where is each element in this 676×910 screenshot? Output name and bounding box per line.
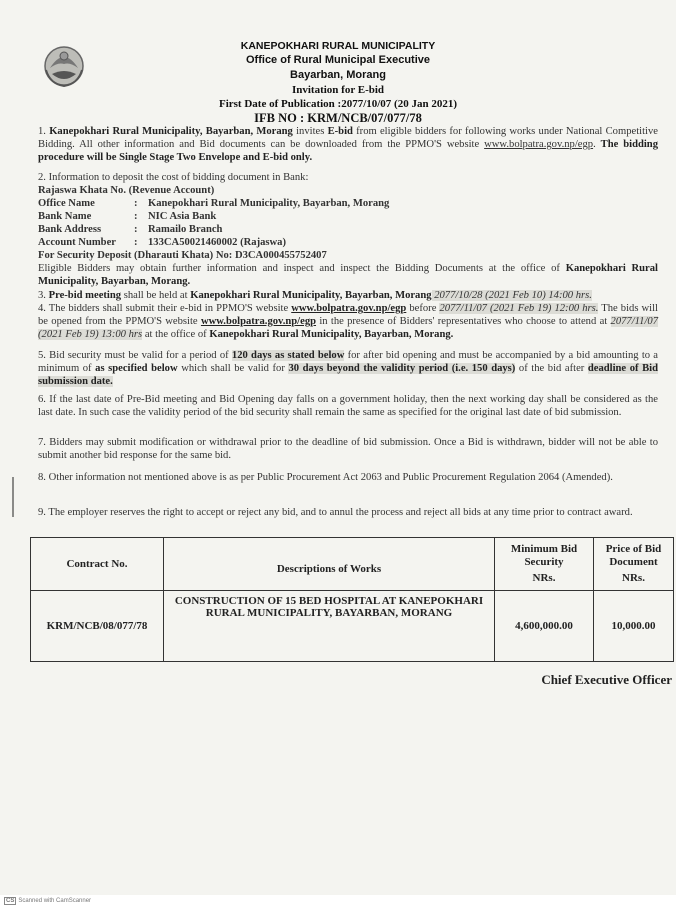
account-row-number: Account Number : 133CA50021460002 (Rajaswa) (38, 237, 287, 248)
paragraph-3: 3. Pre-bid meeting shall be held at Kanepokhari Rural Municipality, Bayarban, Morang 2077/10/28 (2021 Feb 10) 14:00 hrs. (38, 290, 592, 301)
header-contract: Contract No. (31, 538, 164, 591)
header-bid-security: Minimum Bid Security NRs. (495, 538, 594, 591)
header-publication: First Date of Publication :2077/10/07 (20 Jan 2021) (218, 98, 457, 110)
header-ifb: IFB NO : KRM/NCB/07/077/78 (254, 111, 422, 125)
header-document-price: Price of Bid Document NRs. (594, 538, 674, 591)
works-table (30, 537, 674, 662)
paragraph-5: 5. Bid security must be valid for a period of 120 days as stated below for after bid opening and must be accompanied by a bid amounting to a minimum of as specified below which shall be valid for 30 days beyond the validity period (i.e. 150 days) of the bid after deadline of Bid submission date. (38, 350, 658, 387)
account-row-bank: Bank Name : NIC Asia Bank (38, 211, 217, 222)
header-place: Bayarban, Morang (290, 69, 386, 81)
paragraph-9: 9. The employer reserves the right to accept or reject any bid, and to annul the process and reject all bids at any time prior to contract award. (38, 507, 633, 518)
account-row-address: Bank Address : Ramailo Branch (38, 224, 223, 235)
camscanner-icon: CS (6, 898, 15, 904)
paragraph-7: 7. Bidders may submit modification or withdrawal prior to the deadline of bid submission. Once a Bid is withdrawn, bidder will not be able to submit another bid response for the same bid. (38, 437, 658, 461)
header-office: Office of Rural Municipal Executive (246, 54, 430, 66)
paragraph-6: 6. If the last date of Pre-Bid meeting and Bid Opening day falls on a government holiday, then the next working day shall be considered as the last date. In such case the validity period of the bid security shall remain the same as specified for the original last date of bid submission. (38, 394, 658, 418)
paragraph-2-intro: 2. Information to deposit the cost of bidding document in Bank: (38, 172, 309, 183)
signature-title: Chief Executive Officer (541, 672, 672, 687)
bolpatra-link[interactable]: www.bolpatra.gov.np/egp (484, 139, 594, 150)
cell-contract: KRM/NCB/08/077/78 (31, 591, 164, 662)
margin-pen-mark (12, 477, 14, 517)
paragraph-4: 4. The bidders shall submit their e-bid in PPMO'S website www.bolpatra.gov.np/egp before 2077/11/07 (2021 Feb 19) 12:00 hrs. The bids will be opened from the PPMO'S website www.bolpatra.gov.np/egp in the presence of Bidders' representatives who choose to attend at 2077/11/07 (2021 Feb 19) 13:00 hrs at the office of Kanepokhari Rural Municipality, Bayarban, Morang. (38, 303, 658, 340)
cell-price: 10,000.00 (594, 591, 674, 662)
scanner-watermark: CS Scanned with CamScanner (6, 898, 92, 904)
security-deposit: For Security Deposit (Dharauti Khata) No: D3CA000455752407 (38, 250, 327, 261)
bolpatra-link[interactable]: www.bolpatra.gov.np/egp (291, 303, 407, 314)
header-description: Descriptions of Works (164, 538, 495, 591)
cell-security: 4,600,000.00 (495, 591, 594, 662)
account-heading: Rajaswa Khata No. (Revenue Account) (38, 185, 215, 196)
cell-description: CONSTRUCTION OF 15 BED HOSPITAL AT KANEPOKHARI RURAL MUNICIPALITY, BAYARBAN, MORANG (164, 591, 495, 662)
header-org: KANEPOKHARI RURAL MUNICIPALITY (240, 40, 436, 52)
bolpatra-link[interactable]: www.bolpatra.gov.np/egp (200, 316, 317, 327)
table-header-row (31, 538, 674, 591)
table-row (31, 591, 674, 662)
header-invitation: Invitation for E-bid (291, 84, 385, 96)
paragraph-8: 8. Other information not mentioned above is as per Public Procurement Act 2063 and Public Procurement Regulation 2064 (Amended). (38, 472, 613, 483)
paragraph-2-eligible: Eligible Bidders may obtain further information and inspect and inspect the Bidding Documents at the office of Kanepokhari Rural Municipality, Bayarban, Morang. (38, 263, 659, 287)
account-row-office: Office Name : Kanepokhari Rural Municipality, Bayarban, Morang (38, 198, 390, 209)
paragraph-1: 1. Kanepokhari Rural Municipality, Bayarban, Morang invites E-bid from eligible bidders for following works under National Competitive Bidding. All other information and Bid documents can be downloaded from the PPMO'S website www.bolpatra.gov.np/egp. The bidding procedure will be Single Stage Two Envelope and E-bid only. (38, 126, 658, 163)
scanner-footer (0, 895, 676, 910)
